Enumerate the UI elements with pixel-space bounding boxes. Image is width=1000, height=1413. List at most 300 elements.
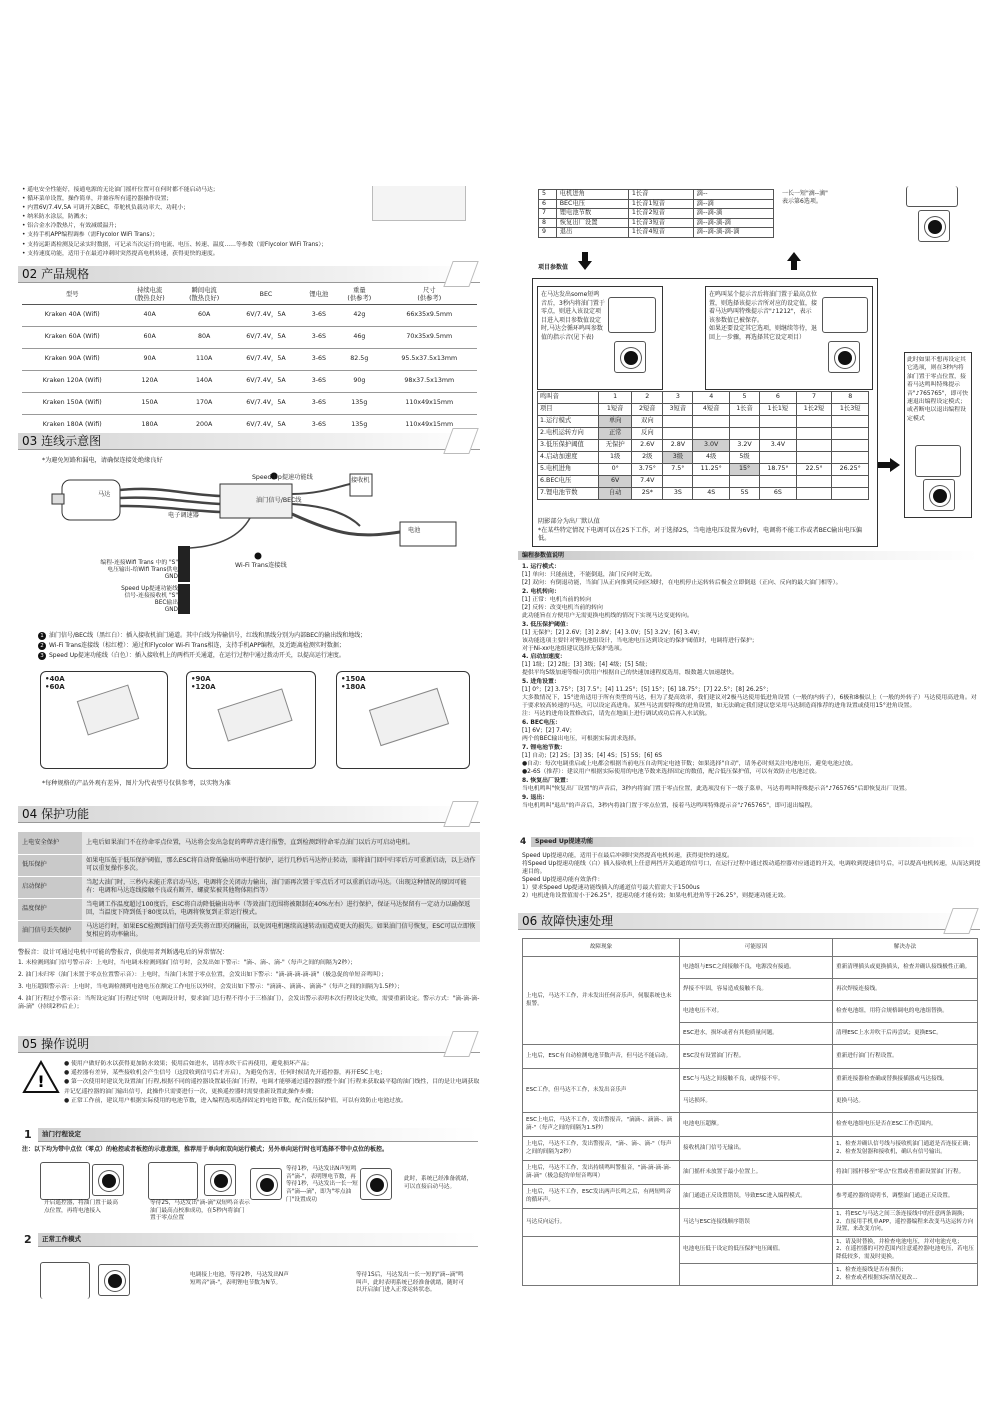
fault-solution: 1、将ESC与马达之间三条连接线中的任意两条调换； 2、直接用手机单APP，遥控器编程来改变马达运转方向设置，来改变方向。: [833, 1209, 978, 1237]
param-cell: 18.75°: [760, 464, 797, 476]
pin-header-2: [178, 584, 190, 614]
label-motor: 马达: [98, 491, 111, 498]
table-header-row: [523, 939, 978, 957]
param-cell: 2.6V: [632, 440, 663, 452]
label-battery: 电池: [408, 527, 421, 534]
spec-cell: Kraken 90A (Wifi): [22, 349, 122, 371]
variant-150-180: •150A •180A: [336, 671, 470, 769]
dial-icon: [92, 1164, 124, 1196]
fault-cause: 电池电压不对。: [680, 1001, 833, 1023]
param-header-cell: 2短音: [632, 404, 663, 416]
caution-item: ● 使用户做好防水以获得更加防水效果；使用后如进水，请将水吹干后再使用，避免损坏产品；: [64, 1061, 313, 1067]
legend-item: [38, 641, 458, 651]
menu-cell: 9: [539, 228, 557, 238]
fault-solution: 重新进行油门行程设置。: [833, 1045, 978, 1069]
dial-icon: [918, 210, 950, 242]
param-cell: [796, 476, 832, 488]
controller-icon: [915, 445, 961, 477]
protection-desc: 上电后如果油门不在待命零点位置，马达将会发出急促的哔哔音进行报警，直到检测到待命零点油门以后方可启动电机。: [82, 832, 480, 854]
table-row: [22, 305, 477, 327]
pin-label: GND: [164, 607, 178, 614]
legend-text: Speed Up提速功能线（白色）：插入接收机上的两档开关通道，在运行过程中通过拨动开关，以提高运行速度。: [49, 652, 345, 659]
table-row: [538, 416, 869, 428]
fault-solution: 更换马达。: [833, 1091, 978, 1113]
step1-text-1: 开启遥控器，将油门置于最高点位置，再将电池接入: [44, 1200, 118, 1214]
param-cell: 4级: [693, 452, 730, 464]
param-cell: [693, 428, 730, 440]
fault-solution: 检查电池组，用符合规格调电的电池组替换。: [833, 1001, 978, 1023]
protection-name: 上电安全保护: [18, 832, 82, 854]
menu-cell: 5: [539, 190, 557, 200]
protection-table: [18, 832, 480, 943]
controller-icon: [822, 297, 868, 333]
prog-desc-heading: 9. 退出：: [522, 794, 549, 801]
fault-symptom: 上电后，马达不工作，发出警报音，"滴-、滴-、滴-"（每声之间的间隔为2秒）: [523, 1137, 680, 1161]
table-row: [523, 1161, 978, 1185]
table-row: [523, 1113, 978, 1137]
section-03-title: 03 连线示意图: [22, 434, 102, 448]
fault-solution: 1、检查连接线是否有损伤； 2、检查或者根据实际情况更改...: [833, 1264, 978, 1286]
spec-cell: 3-6S: [301, 327, 338, 349]
spec-cell: 3-6S: [301, 393, 338, 415]
esc-picture: [217, 688, 292, 741]
fault-cause: 马达与ESC连接线顺序错误: [680, 1209, 833, 1237]
spec-cell: 3-6S: [301, 371, 338, 393]
table-row: [539, 199, 774, 209]
controller-icon: [40, 1262, 90, 1299]
param-cell: [832, 428, 869, 440]
logo-mark-icon: [443, 1031, 478, 1057]
label-wifi: Wi-Fi Trans连接线: [235, 562, 287, 569]
spec-cell: 140A: [177, 371, 231, 393]
svg-text:!: !: [37, 1072, 45, 1091]
spec-cell: 6V/7.4V，5A: [231, 415, 300, 437]
dial-icon: [204, 1164, 236, 1196]
prog-desc-body: [1] 自动；[2] 2S；[3] 3S；[4] 4S；[5] 5S；[6] 6S ●自动：每次电调重启或上电都会根据当前电压自动判定电池节数；如果选择"自动"，请务必时刻关注电池电压，避免电池过放。 ●2-6S（推荐）：建议用户根据实际使用的电池节数来选择固定的数值，配合低压保护值，可以有效防止电池过放。: [522, 752, 857, 775]
param-header-cell: 5: [729, 392, 759, 404]
prog-desc-title: 编程参数值说明: [522, 552, 565, 559]
pin-labels: [56, 560, 178, 614]
menu-side-note: 一长一短"滴--滴" 表示第6选项。: [782, 190, 828, 206]
logo-mark-icon: [943, 908, 978, 934]
table-header-row: [538, 392, 869, 404]
menu-cell: 1长音3短音: [628, 218, 693, 228]
param-cell: [663, 416, 693, 428]
param-cell: 3.2V: [729, 440, 759, 452]
table-header-row: [538, 404, 869, 416]
menu-cell: 1长音: [628, 190, 693, 200]
spec-cell: 3-6S: [301, 305, 338, 327]
legend-text: Wi-Fi Trans连接线（棕红橙）：通过和Flycolor Wi-Fi Trans相连，支持手机APP编程，及近距离检测实时数据；: [49, 642, 345, 649]
param-cell: [663, 428, 693, 440]
fault-cause: 接收机油门信号无输出。: [680, 1137, 833, 1161]
menu-cell: 1长音2短音: [628, 209, 693, 219]
fault-solution: 1、请及时替换，并检查电池电压，并对电池充电； 2、在遥控器的可控范围内注意遥控器电池电压，若电压降低较多，需及时更换。: [833, 1236, 978, 1264]
param-cell: 1级: [599, 452, 632, 464]
menu-cell: 退出: [556, 228, 628, 238]
menu-cell: 滴--滴: [693, 199, 773, 209]
label-esc: 电子调速器: [168, 512, 199, 519]
section-04-title: 04 保护功能: [22, 807, 90, 821]
param-cell: 3S: [663, 488, 693, 500]
arrow-right-icon: [878, 458, 900, 472]
fault-header-cell: 故障现象: [523, 939, 680, 957]
param-cell: 3.0V: [693, 440, 730, 452]
legend-number-icon: 1: [38, 632, 46, 640]
table-row: [22, 327, 477, 349]
protection-desc: 如果电压低于低压保护阈值，那么ESC将自动降低输出功率进行保护，运行几秒后马达停止转动，需将油门回中归零后方可重新启动，以上动作可以重复操作多次。: [82, 854, 480, 876]
dial-icon: [828, 341, 860, 373]
prog-desc-item: [522, 654, 982, 678]
label-speedup: Speed Up提速功能线: [252, 474, 313, 481]
fault-table: [522, 938, 978, 1286]
prog-desc-item: [522, 622, 982, 654]
table-row: [538, 464, 869, 476]
step2-text-2: 等待1S后，马达发出一长一短的"滴--滴"鸣叫声，此时表明系统已经准备就绪，随时可以开启油门进入正常运转状态。: [356, 1272, 465, 1294]
param-cell: 15°: [729, 464, 759, 476]
spec-cell: 40A: [122, 305, 176, 327]
params-label: 项目参数值: [538, 264, 569, 271]
param-cell: 1.运行模式: [538, 416, 599, 428]
spec-header-cell: BEC: [231, 286, 300, 305]
table-row: [523, 1045, 978, 1069]
prog-desc-bar: [518, 551, 978, 560]
table-row: [18, 876, 480, 898]
table-row: [22, 349, 477, 371]
prog-desc-item: [522, 564, 982, 588]
spec-cell: 60A: [122, 327, 176, 349]
table-row: [18, 898, 480, 920]
spec-cell: 3-6S: [301, 349, 338, 371]
wiring-note: *为避免短路和漏电，请确保连接处绝缘良好: [42, 457, 163, 464]
param-cell: 6V: [599, 476, 632, 488]
params-footnote-2: *在某些特定情况下电调可以在2S下工作，对于选择2S，当电池电压设置为6V时，电调将不能工作或者BEC输出电压偏低。: [538, 527, 863, 543]
param-cell: 6.BEC电压: [538, 476, 599, 488]
param-cell: 2.8V: [663, 440, 693, 452]
fault-cause: 电池电压低于设定的低压保护电压阈值。: [680, 1236, 833, 1264]
fault-symptom: 上电后，马达不工作，ESC发出两声长鸣之后，有两短鸣音的循环声。: [523, 1185, 680, 1209]
spec-cell: 46g: [337, 327, 381, 349]
params-table: [537, 391, 869, 500]
table-row: [538, 476, 869, 488]
fault-cause: ESC进水，损坏或者有其他质量问题。: [680, 1023, 833, 1045]
table-row: [18, 832, 480, 854]
param-cell: 2.电机运转方向: [538, 428, 599, 440]
prog-desc-heading: 4. 启动加速度：: [522, 654, 566, 661]
menu-cell: 滴--滴-滴-滴: [693, 218, 773, 228]
param-cell: [663, 476, 693, 488]
menu-cell: 1长音1短音: [628, 199, 693, 209]
param-cell: [796, 452, 832, 464]
feature-bullet: • 铝合金水冷散热片，有效减缓温升；: [22, 223, 121, 230]
prog-desc-item: [522, 778, 982, 794]
prog-desc-item: [522, 720, 982, 744]
prog-desc-item: [522, 795, 982, 811]
protection-desc: 当起大油门时，三秒内未能正常启动马达，电调将会关闭动力输出，油门需再次置于零点后才可以重新启动马达。（出现这种情况的原因可能有：电调和马达连线接触不良或有断开、螺旋桨被其他物体阻挡等）: [82, 876, 480, 898]
wiring-legend: [38, 631, 458, 661]
param-cell: [832, 452, 869, 464]
menu-cell: BEC电压: [556, 199, 628, 209]
param-header-cell: 鸣叫音: [538, 392, 599, 404]
fault-cause: 马达损坏。: [680, 1091, 833, 1113]
pin-label: 信号-连接接收机 "S": [124, 592, 178, 599]
params-box-2: 在鸣叫某个提示音后将油门置于最高点位置，则选择该提示音所对应的设定值，接着马达鸣叫特殊提示音"♪1212"，表示该参数值已被保存。 如果还要设定其它选项，则继续等待，退回上一步骤，再选择其它设定项目）: [705, 286, 873, 390]
label-receiver: 接收机: [351, 477, 370, 484]
speedup-text: [522, 852, 982, 901]
step2-text-1: 电调接上电池，等待2秒，马达发出N声短鸣音"滴-"，表明锂电节数为N节。: [190, 1272, 289, 1286]
alarm-intro: 警报音：设计可通过电机中可能的警报音，供使用者判断遇电后的异常情况：: [18, 949, 229, 956]
step1-text-4: 此时，系统已经准备就绪，可以直接启动马达。: [404, 1176, 473, 1190]
param-cell: [693, 416, 730, 428]
param-cell: 无保护: [599, 440, 632, 452]
prog-desc-item: [522, 589, 982, 621]
param-cell: [832, 416, 869, 428]
param-cell: [832, 440, 869, 452]
param-cell: [760, 452, 797, 464]
menu-cell: 锂电池节数: [556, 209, 628, 219]
menu-cell: 6: [539, 199, 557, 209]
speedup-line: 2）电机进角设置值需小于26.25°，提速功能才能有效；如果电机进角等于26.25°，则提速功能无效。: [522, 893, 790, 900]
feature-bullet: • 内置6V/7.4V,5A 可调开关BEC，带舵机负载功率大、功耗小；: [22, 205, 190, 212]
alarm-item: 4. 油门行程过小警示音：当所设定油门行程过窄时（电调设计时，要求油门总行程不得小于三格油门），会发出警示表明本次行程设定失败，需要重新设定。警示方式："滴-滴-滴-滴-滴"（持续2秒后止）；: [18, 996, 480, 1010]
esc-image-top: [372, 186, 466, 221]
table-row: [18, 854, 480, 876]
spec-cell: 170A: [177, 393, 231, 415]
warning-icon: [22, 1060, 60, 1094]
legend-number-icon: 2: [38, 642, 46, 650]
speedup-line: 将Speed Up提速功能线（白）插入接收机上任意两挡开关通道的信号口，在运行过程中通过拨动遥控器对应通道的开关，电调收到提速信号后，可以提高电机转速，从而达到提速目的。: [522, 861, 981, 876]
prog-desc-body: [1] 正常：电机当前的转向 [2] 反转：改变电机当前的转向 此功能旨在方便用户无需更换电机线的情况下实现马达变更转向。: [522, 596, 693, 619]
spec-cell: 70x35x9.5mm: [382, 327, 477, 349]
alarm-item: 2. 油门未归零（油门未置于零点位置警示音）：上电时，当油门未置于零点位置，会发出如下警示："滴-滴-滴-滴-滴"（极急促的单短音鸣叫）；: [18, 972, 387, 978]
param-header-cell: 1长1短: [760, 404, 797, 416]
speedup-bar: [531, 837, 978, 847]
speedup-line: 1）要求Speed Up提速功能线插入的通道信号最大值需大于1500us: [522, 885, 700, 892]
fault-cause: ESC没有设置油门行程。: [680, 1045, 833, 1069]
section-02-title: 02 产品规格: [22, 267, 90, 281]
param-cell: [729, 476, 759, 488]
menu-cell: 滴--滴-滴-滴-滴: [693, 228, 773, 238]
menu-items-table: [538, 189, 774, 238]
fault-cause: 油门通道正反设置错误，导致ESC进入编程模式。: [680, 1185, 833, 1209]
spec-cell: Kraken 150A (Wifi): [22, 393, 122, 415]
param-header-cell: 7: [796, 392, 832, 404]
logo-mark-icon: [443, 801, 478, 827]
param-header-cell: 3短音: [663, 404, 693, 416]
spec-cell: Kraken 180A (Wifi): [22, 415, 122, 437]
table-row: [22, 393, 477, 415]
prog-desc-list: [522, 564, 982, 812]
alarm-item: 3. 电压超限警示音：上电时，当电调检测到电池电压在额定工作电压以外时，会发出如下警示："滴滴-、滴滴-、滴滴-"（每声之间的间隔为1.5秒）；: [18, 984, 404, 990]
param-cell: [760, 428, 797, 440]
spec-header-cell: 重量 (供参考): [337, 286, 381, 305]
params-box-1: 在马达发出some短鸣音后，3秒内将油门置于零点，则进入该设定项目进入项目参数值设定时,马达会循环鸣叫参数值的指示音(见下表): [537, 286, 663, 390]
param-header-cell: 1长2短: [796, 404, 832, 416]
variant-40-60: •40A •60A: [40, 671, 168, 769]
fault-cause: ESC与马达之间接触不良，或焊接不牢。: [680, 1069, 833, 1091]
dial-icon: [360, 1168, 392, 1200]
legend-number-icon: 3: [38, 652, 46, 660]
step1-text-3: 等待1秒，马达发出N声短鸣音"滴-"，表明锂电节数，再等待1秒，马达发出一长一短音"滴---滴"，即为"零点油门"设置成功: [286, 1166, 358, 1203]
spec-table: [22, 286, 477, 437]
param-cell: 单向: [599, 416, 632, 428]
param-cell: [729, 428, 759, 440]
param-cell: 7.5°: [663, 464, 693, 476]
table-row: [539, 209, 774, 219]
prog-desc-item: [522, 679, 982, 719]
param-cell: 3.低压保护阈值: [538, 440, 599, 452]
table-row: [22, 371, 477, 393]
param-header-cell: 1长3短: [832, 404, 869, 416]
fault-symptom: [523, 1236, 680, 1286]
param-cell: 自动: [599, 488, 632, 500]
spec-cell: 95.5x37.5x13mm: [382, 349, 477, 371]
fault-symptom: 马达反向运行。: [523, 1209, 680, 1237]
dial-icon: [923, 479, 955, 511]
speedup-line: Speed Up提速功能，适用于在最后冲刺时突然提高电机转速，获得更快的速度。: [522, 853, 733, 859]
table-row: [538, 440, 869, 452]
legend-item: [38, 631, 458, 641]
motor-icon: [52, 480, 120, 520]
table-row: [538, 488, 869, 500]
step1-title: 油门行程设定: [42, 1130, 81, 1138]
caution-item: ● 遥控器有差异，某些接收机会产生信号（这段收到信号后才开启），为避免伤害，任何时候请先开遥控器，再开ESC上电；: [64, 1070, 386, 1077]
fault-solution: 检查电池组电压是否在ESC工作范围内。: [833, 1113, 978, 1137]
table-row: [523, 1137, 978, 1161]
param-cell: [693, 476, 730, 488]
section-05-title: 05 操作说明: [22, 1037, 90, 1051]
param-cell: 2S*: [632, 488, 663, 500]
variant-note: *每种规格的产品外观有差异，图片为代表型号仅供参考，以实物为准: [42, 780, 231, 787]
protection-desc: 当电调工作温度超过100度后，ESC将自动降低输出功率（等效油门范围将被限制在40%左右）进行保护，保证马达保留有一定动力以确保返回，当温度下降到低于80度以后，电调将恢复到正常运行模式。: [82, 898, 480, 920]
spec-header-cell: 型号: [22, 286, 122, 305]
spec-cell: 90A: [122, 349, 176, 371]
param-cell: 正常: [599, 428, 632, 440]
param-cell: [832, 476, 869, 488]
speedup-title: Speed Up提速功能: [535, 838, 594, 845]
spec-cell: 110x49x15mm: [382, 393, 477, 415]
param-cell: [760, 416, 797, 428]
prog-desc-heading: 6. BEC电压：: [522, 720, 561, 727]
fault-cause: 油门摇杆未放置于最小位置上。: [680, 1161, 833, 1185]
fault-solution: 1、检查并确认信号线与接收机油门通道是否连接正确； 2、检查发射器和接收机，确认有信号输出。: [833, 1137, 978, 1161]
speedup-line: Speed Up提速功能有效条件：: [522, 877, 604, 884]
fault-cause: 焊接不牢固，容易造成接触不良。: [680, 979, 833, 1001]
prog-desc-heading: 3. 低压保护阈值：: [522, 621, 572, 628]
spec-cell: 110x49x15mm: [382, 415, 477, 437]
spec-cell: 6V/7.4V，5A: [231, 349, 300, 371]
fault-cause: [680, 1264, 833, 1286]
param-header-cell: 项目: [538, 404, 599, 416]
param-cell: 0°: [599, 464, 632, 476]
fault-solution: 将油门摇杆移至"零点"位置或者重新设置油门行程。: [833, 1161, 978, 1185]
protection-desc: 马达运行时，如果ESC检测到油门信号丢失将立即关闭输出，以免因电机继续高速转动而造成更大的损失。如果油门信号恢复，ESC可以立即恢复相应的功率输出。: [82, 920, 480, 942]
prog-desc-heading: 8. 恢复出厂设置：: [522, 777, 572, 784]
spec-cell: 80A: [177, 327, 231, 349]
fault-symptom: ESC上电后，马达不工作，发出警报音，"滴滴-、滴滴-、滴滴-"（每声之间的间隔为1.5秒）: [523, 1113, 680, 1137]
spec-cell: 6V/7.4V，5A: [231, 327, 300, 349]
fault-solution: 参考遥控器的说明书，调整油门通道正反设置。: [833, 1185, 978, 1209]
param-cell: 双向: [632, 416, 663, 428]
pin-label: Speed Up提速功能线: [121, 585, 178, 592]
pin-label: BEC输出: [154, 600, 178, 607]
table-row: [523, 1185, 978, 1209]
fault-cause: 电池组与ESC之间接触不良，电源没有接通。: [680, 957, 833, 979]
prog-desc-heading: 1. 运行模式：: [522, 564, 560, 570]
param-cell: [796, 440, 832, 452]
param-header-cell: 1长音: [729, 404, 759, 416]
alarm-item: 1. 未检测到油门信号警示音：上电时，当电调未检测到油门信号时，会发出如下警示："滴-、滴-、滴-"（每声之间的间隔为2秒）；: [18, 960, 357, 966]
param-cell: 11.25°: [693, 464, 730, 476]
param-header-cell: 6: [760, 392, 797, 404]
param-header-cell: 2: [632, 392, 663, 404]
step2-title: 正常工作模式: [42, 1235, 81, 1243]
protection-name: 低压保护: [18, 854, 82, 876]
table-row: [523, 1069, 978, 1091]
fault-cause: 电池电压超额。: [680, 1113, 833, 1137]
prog-desc-body: 当电机鸣叫"恢复出厂设置"的声音后，3秒内将油门置于零点位置，此选项没有下一级子菜单，马达将鸣叫特殊提示音"♪765765"后即恢复出厂设置。: [522, 785, 911, 792]
fault-solution: 重新连接器检查确或替换接插器或马达接线。: [833, 1069, 978, 1091]
pin-header: [178, 546, 190, 582]
feature-bullet: • 支持手机APP编程调参（需Flycolor WiFi Trans）；: [22, 232, 159, 239]
arrow-up-icon: [787, 252, 801, 270]
fault-solution: 重新清理插头或更换插头，检查并确认接线极性正确。: [833, 957, 978, 979]
prog-desc-item: [522, 745, 982, 777]
prog-desc-heading: 7. 锂电池节数：: [522, 744, 566, 751]
dial-icon: [614, 341, 646, 373]
param-cell: 2级: [632, 452, 663, 464]
table-row: [523, 1236, 978, 1264]
param-cell: [796, 416, 832, 428]
fault-symptom: 上电后，ESC有自动检测电池节数声音，但马达不能启动。: [523, 1045, 680, 1069]
param-cell: 反向: [632, 428, 663, 440]
param-cell: 5S: [729, 488, 759, 500]
legend-item: [38, 651, 458, 661]
variant-90-120: •90A •120A: [186, 671, 316, 769]
caution-item: ● 正常工作前，建议用户根据实际使用的电池节数，进入编程选项选择固定的电池节数，配合低压保护值，可以有效防止电池过放。: [64, 1097, 407, 1104]
spec-header-cell: 瞬间电流 (散热良好): [177, 286, 231, 305]
prog-desc-body: [1] 6V；[2] 7.4V； 两个的BEC输出电压，可根据实际需求选择。: [522, 728, 640, 743]
step1-badge: 1: [24, 1128, 32, 1141]
menu-cell: 滴--: [693, 190, 773, 200]
section-06-title: 06 故障快速处理: [522, 914, 614, 928]
param-cell: [832, 488, 869, 500]
table-row: [18, 920, 480, 942]
controller-icon: [608, 297, 656, 333]
spec-cell: 135g: [337, 393, 381, 415]
fault-symptom: 上电后，马达不工作，并未发出任何音乐声，伺服系统也未报警。: [523, 957, 680, 1045]
fault-header-cell: 解决办法: [833, 939, 978, 957]
step2-bar: [38, 1233, 478, 1247]
esc-picture: [369, 688, 449, 746]
section-03-header: [18, 433, 480, 450]
prog-desc-body: [1] 单向：只能前进，不能倒退，油门反向时无效。 [2] 双向：有倒退功能，当油门从正向推到反向区域时，在电机停止运转转后极会立即倒退（正向、反向的最大油门相等）。: [522, 571, 842, 586]
fault-solution: 再次焊接连接线。: [833, 979, 978, 1001]
spec-cell: Kraken 60A (Wifi): [22, 327, 122, 349]
table-row: [523, 1209, 978, 1237]
table-row: [539, 228, 774, 238]
prog-desc-heading: 5. 进角设置：: [522, 679, 560, 686]
spec-cell: 98x37.5x13mm: [382, 371, 477, 393]
params-footnote-1: 阴影部分为出厂默认值: [538, 518, 600, 525]
param-cell: 7.4V: [632, 476, 663, 488]
table-row: [538, 428, 869, 440]
spec-cell: 135g: [337, 415, 381, 437]
param-cell: [796, 428, 832, 440]
param-cell: [796, 488, 832, 500]
section-04-header: [18, 806, 480, 823]
alarm-list: [18, 959, 482, 1015]
